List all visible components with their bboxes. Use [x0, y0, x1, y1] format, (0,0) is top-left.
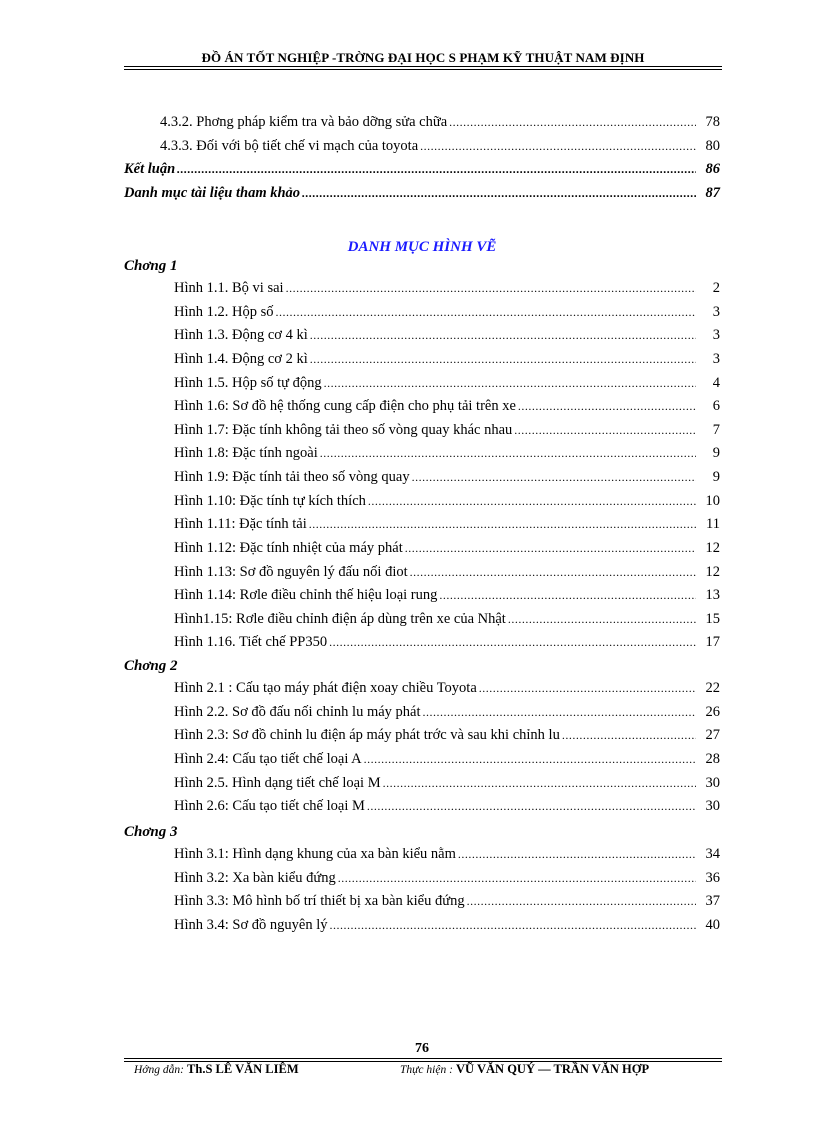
toc-entry: [160, 138, 720, 160]
figure-page: 17: [705, 634, 720, 650]
figure-page: 6: [712, 398, 720, 414]
figure-label: Hình 1.5. Hộp số tự động: [174, 375, 322, 391]
figure-entry: [174, 445, 720, 467]
toc-entry: [160, 114, 720, 136]
figure-entry: [174, 798, 720, 820]
leader-dots: [412, 470, 696, 485]
running-header: ĐỒ ÁN TỐT NGHIỆP -TRỜNG ĐẠI HỌC S PHẠM KỸ THUẬT NAM ĐỊNH: [201, 50, 645, 65]
figure-entry: [174, 846, 720, 868]
leader-dots: [420, 139, 696, 154]
figure-label: Hình 1.3. Động cơ 4 kì: [174, 327, 308, 343]
figure-label: Hình 2.2. Sơ đồ đấu nối chỉnh lu máy phát: [174, 704, 421, 720]
figure-entry: [174, 280, 720, 302]
figure-page: 37: [705, 893, 720, 909]
leader-dots: [508, 612, 696, 627]
leader-dots: [458, 847, 696, 862]
figure-page: 12: [705, 564, 720, 580]
figure-entry: [174, 611, 720, 633]
figure-label: Hình 1.1. Bộ vi sai: [174, 280, 284, 296]
figure-page: 15: [705, 611, 720, 627]
figure-label: Hình 2.1 : Cấu tạo máy phát điện xoay chiều Toyota: [174, 680, 477, 696]
figure-page: 12: [705, 540, 720, 556]
figure-page: 9: [712, 469, 720, 485]
toc-entry-page: 87: [705, 185, 720, 201]
figure-label: Hình 3.2: Xa bàn kiểu đứng: [174, 870, 336, 886]
figure-label: Hình 1.10: Đặc tính tự kích thích: [174, 493, 366, 509]
figure-label: Hình 1.9: Đặc tính tải theo số vòng quay: [174, 469, 410, 485]
footer-advisor-prefix: Hớng dẫn:: [134, 1064, 184, 1076]
leader-dots: [302, 186, 696, 201]
figure-entry: [174, 704, 720, 726]
figure-page: 11: [706, 516, 720, 532]
figure-label: Hình 1.14: Rơle điều chỉnh thế hiệu loại rung: [174, 587, 438, 603]
footer-advisor-name: Th.S LÊ VĂN LIÊM: [187, 1062, 299, 1076]
leader-dots: [439, 588, 696, 603]
figure-entry: [174, 516, 720, 538]
leader-dots: [367, 799, 696, 814]
figure-label: Hình 1.6: Sơ đồ hệ thống cung cấp điện cho phụ tải trên xe: [174, 398, 516, 414]
footer-rule: [124, 1058, 722, 1059]
footer-authors: [400, 1062, 649, 1077]
figure-page: 2: [712, 280, 720, 296]
leader-dots: [324, 376, 696, 391]
leader-dots: [310, 352, 696, 367]
figure-label: Hình 1.16. Tiết chế PP350: [174, 634, 328, 650]
figure-label: Hình 2.4: Cấu tạo tiết chế loại A: [174, 751, 362, 767]
figure-label: Hình 3.4: Sơ đồ nguyên lý: [174, 917, 328, 933]
figure-label: Hình 1.13: Sơ đồ nguyên lý đấu nối điot: [174, 564, 408, 580]
figure-page: 27: [705, 727, 720, 743]
toc-entry-page: 80: [705, 138, 720, 154]
list-of-figures-title: DANH MỤC HÌNH VẼ: [347, 239, 497, 255]
figure-entry: [174, 469, 720, 491]
figure-label: Hình1.15: Rơle điều chỉnh điện áp dùng trên xe của Nhật: [174, 611, 506, 627]
figure-entry: [174, 917, 720, 939]
figure-page: 36: [705, 870, 720, 886]
figure-label: Hình 2.3: Sơ đồ chỉnh lu điện áp máy phát trớc và sau khi chỉnh lu: [174, 727, 560, 743]
figure-page: 7: [712, 422, 720, 438]
figure-page: 3: [712, 304, 720, 320]
footer-author-names: VŨ VĂN QUÝ — TRẦN VĂN HỢP: [456, 1062, 650, 1076]
figure-label: Hình 3.3: Mô hình bố trí thiết bị xa bàn kiểu đứng: [174, 893, 465, 909]
figure-page: 40: [705, 917, 720, 933]
leader-dots: [276, 305, 697, 320]
figure-page: 3: [712, 351, 720, 367]
figure-label: Hình 1.7: Đặc tính không tải theo số vòng quay khác nhau: [174, 422, 513, 438]
leader-dots: [309, 517, 696, 532]
figure-page: 10: [705, 493, 720, 509]
leader-dots: [177, 162, 696, 177]
leader-dots: [338, 871, 696, 886]
chapter-heading: Chơng 3: [124, 824, 178, 840]
leader-dots: [320, 446, 696, 461]
figure-entry: [174, 375, 720, 397]
leader-dots: [405, 541, 696, 556]
toc-entry-conclusion: [124, 161, 720, 183]
figure-entry: [174, 893, 720, 915]
leader-dots: [467, 894, 696, 909]
figure-page: 22: [705, 680, 720, 696]
leader-dots: [383, 776, 696, 791]
leader-dots: [368, 494, 696, 509]
leader-dots: [562, 728, 696, 743]
leader-dots: [449, 115, 696, 130]
figure-entry: [174, 587, 720, 609]
footer-author-prefix: Thực hiện :: [400, 1064, 453, 1076]
page-number: 76: [415, 1041, 429, 1056]
figure-label: Hình 2.6: Cấu tạo tiết chế loại M: [174, 798, 365, 814]
chapter-heading: Chơng 1: [124, 258, 178, 274]
leader-dots: [423, 705, 697, 720]
figure-entry: [174, 870, 720, 892]
figure-entry: [174, 751, 720, 773]
toc-entry-label: 4.3.2. Phơng pháp kiểm tra và bảo dỡng sửa chữa: [160, 114, 448, 130]
figure-entry: [174, 304, 720, 326]
leader-dots: [286, 281, 696, 296]
figure-entry: [174, 351, 720, 373]
figure-page: 28: [705, 751, 720, 767]
figure-page: 30: [705, 775, 720, 791]
figure-page: 26: [705, 704, 720, 720]
toc-entry-label: Danh mục tài liệu tham khảo: [124, 185, 301, 201]
figure-entry: [174, 564, 720, 586]
figure-label: Hình 1.11: Đặc tính tải: [174, 516, 307, 532]
figure-entry: [174, 540, 720, 562]
leader-dots: [518, 399, 696, 414]
table-of-contents: [124, 0, 720, 1000]
toc-entry-page: 86: [705, 161, 720, 177]
leader-dots: [310, 328, 696, 343]
figure-entry: [174, 398, 720, 420]
figure-page: 3: [712, 327, 720, 343]
leader-dots: [364, 752, 696, 767]
leader-dots: [514, 423, 696, 438]
figure-entry: [174, 727, 720, 749]
toc-entry-references: [124, 185, 720, 207]
figure-label: Hình 1.8: Đặc tính ngoài: [174, 445, 318, 461]
figure-page: 13: [705, 587, 720, 603]
figure-entry: [174, 422, 720, 444]
chapter-heading: Chơng 2: [124, 658, 178, 674]
leader-dots: [410, 565, 696, 580]
leader-dots: [329, 918, 696, 933]
figure-page: 30: [705, 798, 720, 814]
figure-entry: [174, 680, 720, 702]
figure-entry: [174, 493, 720, 515]
figure-label: Hình 1.4. Động cơ 2 kì: [174, 351, 308, 367]
leader-dots: [329, 635, 696, 650]
figure-entry: [174, 775, 720, 797]
figure-label: Hình 1.12: Đặc tính nhiệt của máy phát: [174, 540, 403, 556]
figure-page: 34: [705, 846, 720, 862]
figure-page: 4: [712, 375, 720, 391]
toc-entry-page: 78: [705, 114, 720, 130]
figure-entry: [174, 634, 720, 656]
figure-page: 9: [712, 445, 720, 461]
leader-dots: [479, 681, 696, 696]
figure-label: Hình 1.2. Hộp số: [174, 304, 274, 320]
toc-entry-label: 4.3.3. Đối với bộ tiết chế vi mạch của toyota: [160, 138, 419, 154]
footer-advisor: [134, 1062, 299, 1077]
figure-label: Hình 2.5. Hình dạng tiết chế loại M: [174, 775, 381, 791]
figure-entry: [174, 327, 720, 349]
toc-entry-label: Kết luận: [124, 161, 176, 177]
figure-label: Hình 3.1: Hình dạng khung của xa bàn kiểu nằm: [174, 846, 456, 862]
